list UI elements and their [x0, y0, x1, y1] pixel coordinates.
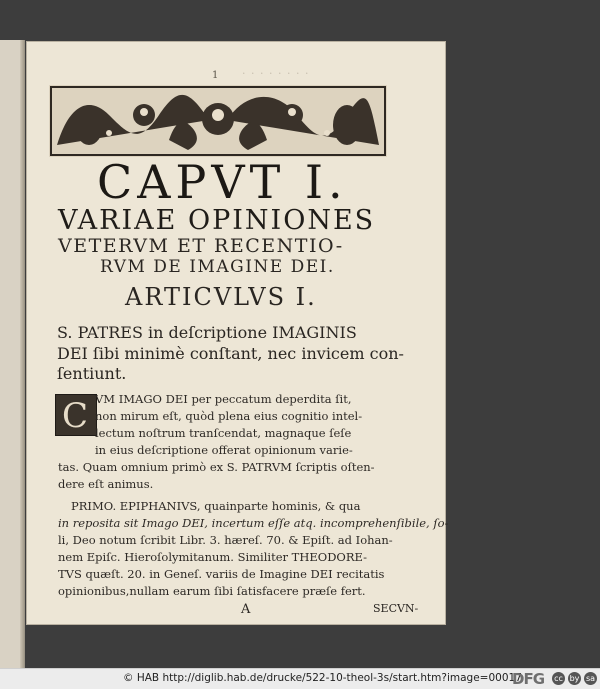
- paragraph-line: lectum noſtrum tranſcendat, magnaque ſeſe: [95, 426, 352, 440]
- paragraph-line: li, Deo notum ſcribit Libr. 3. hæreſ. 70. & Epiſt. ad Iohan-: [58, 533, 393, 547]
- credit-link[interactable]: © HAB http://diglib.hab.de/drucke/522-10-theol-3s/start.htm?image=00017: [123, 672, 522, 684]
- paragraph-line: TVS quæſt. 20. in Geneſ. variis de Imagine DEI recitatis: [58, 567, 385, 581]
- chapter-subtitle-line-1: VARIAE OPINIONES: [58, 205, 376, 236]
- catchword: SECVN-: [373, 602, 419, 615]
- decorated-initial: C: [55, 394, 97, 436]
- book-page: [27, 42, 449, 624]
- paragraph-line: dere eſt animus.: [58, 477, 154, 491]
- article-heading: ARTICVLVS I.: [125, 283, 317, 311]
- chapter-subtitle-line-3: RVM DE IMAGINE DEI.: [100, 257, 335, 277]
- show-through-text: · · · · · · · ·: [242, 67, 310, 80]
- footer-bar: [0, 668, 600, 689]
- paragraph-line: PRIMO. EPIPHANIVS, quainparte hominis, & qua: [71, 499, 361, 513]
- by-icon: by: [569, 674, 580, 683]
- summary-line: S. PATRES in deſcriptione IMAGINIS: [57, 323, 357, 342]
- chapter-subtitle-line-2: VETERVM ET RECENTIO-: [58, 235, 344, 257]
- paragraph-line: VM IMAGO DEI per peccatum deperdita ſit,: [95, 392, 352, 406]
- summary-line: ſentiunt.: [57, 364, 127, 383]
- paragraph-line: nem Epiſc. Hieroſolymitanum. Similiter THEODORE-: [58, 550, 367, 564]
- signature-mark: A: [241, 602, 251, 617]
- paragraph-line: in reposita sit Imago DEI, incertum eſſe atq. incomprehenſibile, ſo-: [58, 516, 449, 530]
- paragraph-line: tas. Quam omnium primò ex S. PATRVM ſcriptis oſten-: [58, 460, 375, 474]
- sa-icon: sa: [585, 674, 596, 683]
- page-number: 1: [212, 70, 219, 81]
- paragraph-line: non mirum eſt, quòd plena eius cognitio intel-: [95, 409, 363, 423]
- dfg-logo: DFG: [512, 670, 545, 688]
- cc-icon: cc: [552, 672, 565, 685]
- previous-page-edge: [0, 40, 25, 668]
- paragraph-line: opinionibus,nullam earum ſibi ſatisfacere præſe fert.: [58, 584, 366, 598]
- headpiece-ornament: [49, 85, 387, 157]
- paragraph-line: in eius deſcriptione offerat opinionum varie-: [95, 443, 353, 457]
- summary-line: DEI ſibi minimè conſtant, nec invicem con-: [57, 344, 404, 363]
- chapter-title: CAPVT I.: [97, 155, 348, 209]
